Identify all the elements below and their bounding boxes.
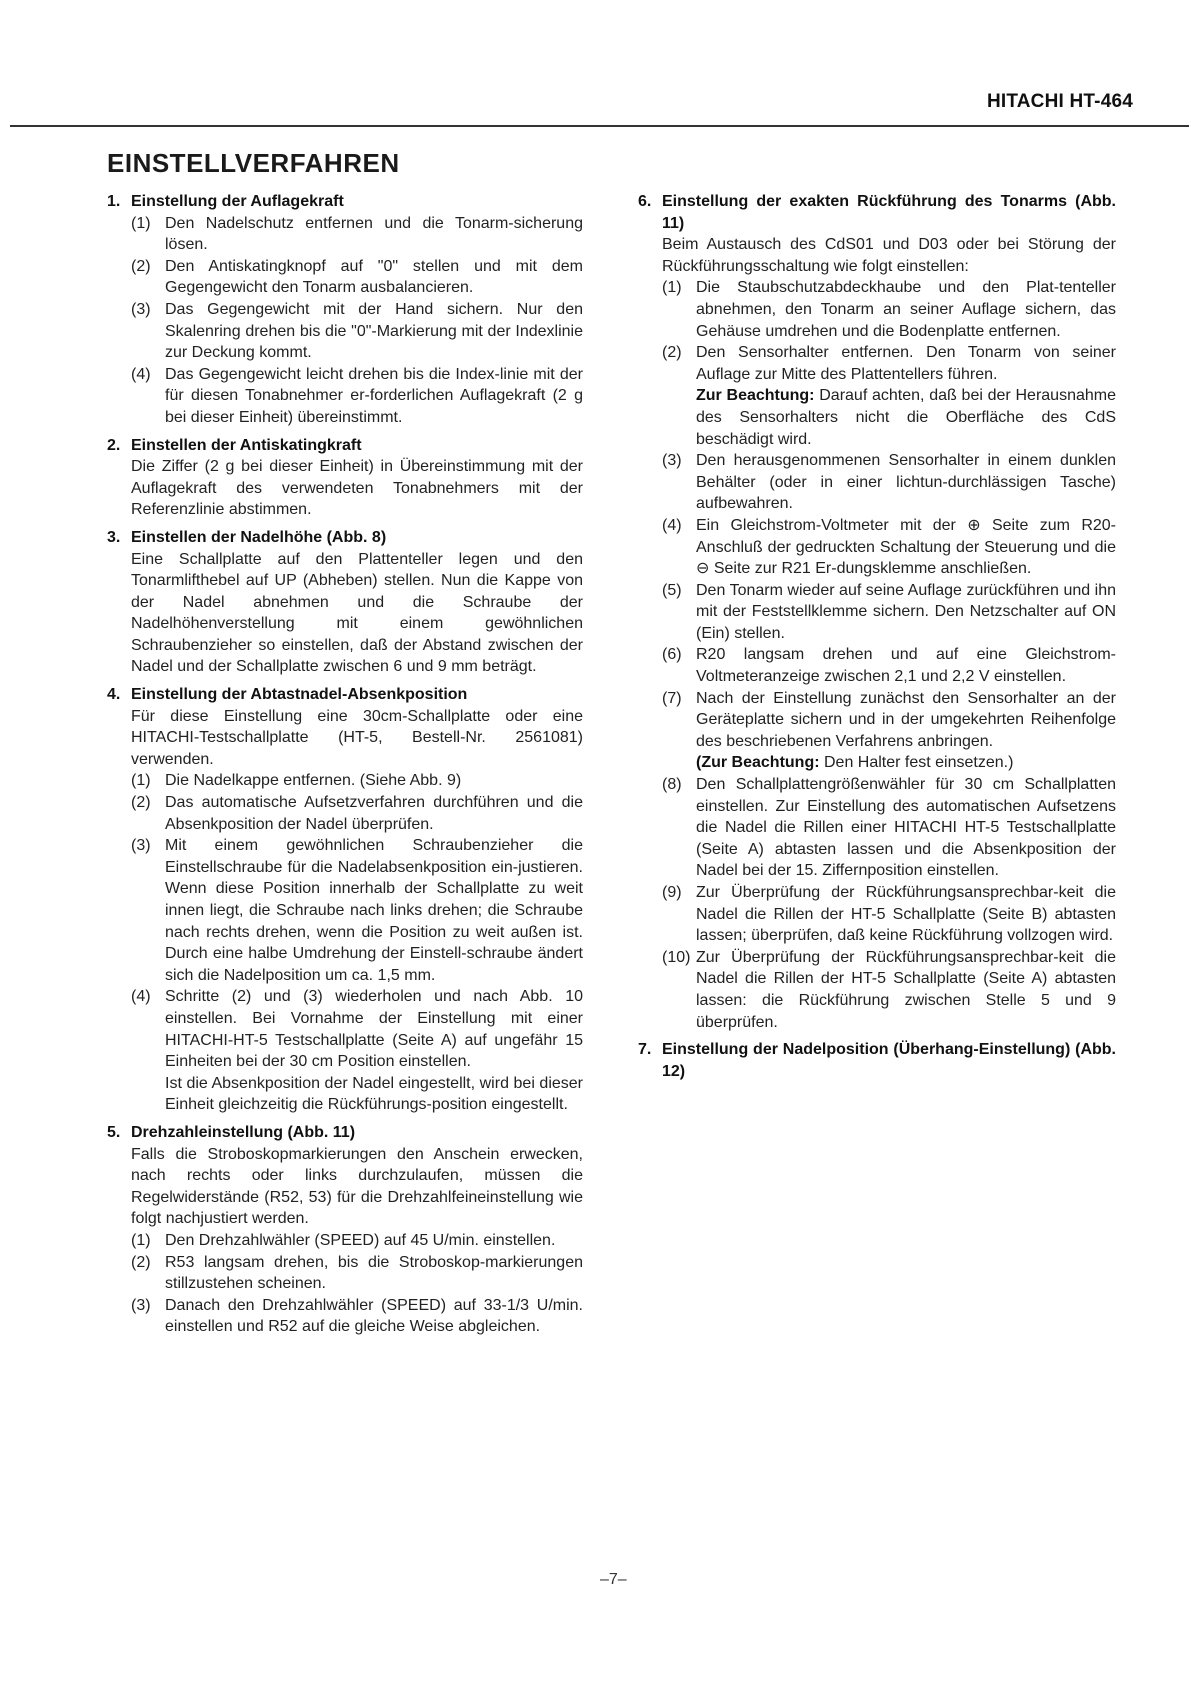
item-body xyxy=(696,688,1116,774)
item-body xyxy=(696,882,1116,947)
item-label: (3) xyxy=(131,300,151,318)
item-text: Den Tonarm wieder auf seine Auflage zurückführen und ihn mit der Feststellklemme sichern. Den Netzschalter auf ON (Ein) stellen. xyxy=(696,581,1116,642)
document-header-model: HITACHI HT-464 xyxy=(986,91,1133,112)
item-label: (2) xyxy=(662,344,682,362)
list-item xyxy=(662,947,1116,1033)
list-item xyxy=(662,688,1116,774)
list-item xyxy=(662,342,1116,450)
item-label: (2) xyxy=(131,257,151,275)
section-number: 2. xyxy=(107,436,121,454)
item-extra-text: Ist die Absenkposition der Nadel eingestellt, wird bei dieser Einheit gleichzeitig die Rückführungs-position eingestellt. xyxy=(165,1074,583,1114)
item-label: (4) xyxy=(131,365,151,383)
section-paragraph: Falls die Stroboskopmarkierungen den Anschein erwecken, nach rechts oder links durchzulaufen, müssen die Regelwiderstände (R52, 53) für die Drehzahlfeineinstellung wie folgt nachjustiert werden. xyxy=(131,1145,583,1228)
item-body xyxy=(696,277,1116,342)
section-title: Einstellen der Antiskatingkraft xyxy=(131,436,362,454)
section-heading xyxy=(107,435,583,457)
item-text: Das Gegengewicht mit der Hand sichern. Nur den Skalenring drehen bis die "0"-Markierung mit der Indexlinie zur Deckung kommt. xyxy=(165,300,583,362)
page-title: EINSTELLVERFAHREN xyxy=(107,148,400,178)
item-text: Zur Überprüfung der Rückführungsansprechbar-keit die Nadel die Rillen der HT-5 Schallplatte (Seite B) abtasten lassen; überprüfen, daß keine Rückführung vollzogen wird. xyxy=(696,884,1116,945)
item-text: Das Gegengewicht leicht drehen bis die Index-linie mit der für diesen Tonabnehmer er-forderlichen Auflagekraft (2 g bei dieser Einheit) übereinstimmt. xyxy=(165,365,583,426)
section-title: Einstellung der Auflagekraft xyxy=(131,193,344,210)
section-heading xyxy=(638,1039,1116,1082)
left-column xyxy=(107,191,583,1344)
item-body xyxy=(165,986,583,1116)
section-heading xyxy=(107,1122,583,1144)
section-number: 5. xyxy=(107,1123,121,1141)
item-label: (2) xyxy=(131,1253,151,1271)
item-label: (3) xyxy=(131,837,151,855)
item-text: Nach der Einstellung zunächst den Sensorhalter an der Geräteplatte sichern und in der umgekehrten Reihenfolge des beschriebenen Verfahrens anbringen. xyxy=(696,689,1116,750)
item-text: Den Drehzahlwähler (SPEED) auf 45 U/min. einstellen. xyxy=(165,1231,556,1249)
section xyxy=(107,684,583,1116)
list-item xyxy=(662,882,1116,947)
section-number: 4. xyxy=(107,686,121,704)
item-text: Mit einem gewöhnlichen Schraubenzieher die Einstellschraube für die Nadelabsenkposition ein-justieren. Wenn diese Position innerhalb der Schallplatte zu weit innen liegt, die Schraube nach links drehen; die Schraube nach rechts drehen, wenn die Position zu weit außen ist. Durch eine halbe Umdrehung der Einstell-schraube ändert sich die Nadelposition um ca. 1,5 mm. xyxy=(165,837,583,984)
list-item xyxy=(131,770,583,792)
section-number: 3. xyxy=(107,528,121,546)
item-body xyxy=(165,792,583,835)
item-body xyxy=(165,213,583,256)
right-column xyxy=(638,191,1116,1088)
item-body xyxy=(165,299,583,364)
note-text: Den Halter fest einsetzen.) xyxy=(819,754,1014,772)
section xyxy=(107,191,583,429)
item-body xyxy=(696,342,1116,450)
item-text: R20 langsam drehen und auf eine Gleichstrom-Voltmeteranzeige zwischen 2,1 und 2,2 V einstellen. xyxy=(696,646,1116,686)
item-body xyxy=(165,1252,583,1295)
item-label: (10) xyxy=(662,948,691,966)
section-title: Einstellung der Nadelposition (Überhang-Einstellung) (Abb. 12) xyxy=(662,1041,1116,1080)
item-body xyxy=(696,774,1116,882)
item-label: (3) xyxy=(662,452,682,470)
section-number: 6. xyxy=(638,193,652,210)
item-label: (1) xyxy=(131,214,151,232)
item-body xyxy=(165,770,583,792)
section-paragraph: Für diese Einstellung eine 30cm-Schallplatte oder eine HITACHI-Testschallplatte (HT-5, Bestell-Nr. 2561081) verwenden. xyxy=(131,707,583,768)
list-item xyxy=(131,1252,583,1295)
item-body xyxy=(165,364,583,429)
item-label: (6) xyxy=(662,646,682,664)
item-body xyxy=(165,835,583,986)
item-text: Ein Gleichstrom-Voltmeter mit der ⊕ Seite zum R20-Anschluß der gedruckten Schaltung der Steuerung und die ⊖ Seite zur R21 Er-dungsklemme anschließen. xyxy=(696,516,1116,578)
item-text: Den Schallplattengrößenwähler für 30 cm Schallplatten einstellen. Zur Einstellung des automatischen Aufsetzens die Nadel die Rillen einer HITACHI HT-5 Testschallplatte (Seite A) abtasten lassen und die Absenkposition der Nadel bei der 15. Ziffernposition einstellen. xyxy=(696,776,1116,880)
section-paragraph: Eine Schallplatte auf den Plattenteller legen und den Tonarmlifthebel auf UP (Abheben) stellen. Nun die Kappe von der Nadel abnehmen und die Schraube der Nadelhöhenverstellung mit einem gewöhnlichen Schraubenzieher so einstellen, daß der Abstand zwischen der Nadel und der Schallplatte zwischen 6 und 9 mm beträgt. xyxy=(131,550,583,676)
list-item xyxy=(131,256,583,299)
item-body xyxy=(696,947,1116,1033)
header-rule xyxy=(10,125,1189,127)
page-number: –7– xyxy=(600,1571,627,1588)
item-note xyxy=(696,385,1116,450)
item-text: Die Staubschutzabdeckhaube und den Plat-tenteller abnehmen, den Tonarm an seiner Auflage sichern, das Gehäuse umdrehen und die Bodenplatte entfernen. xyxy=(696,279,1116,340)
list-item xyxy=(131,792,583,835)
section-paragraph: Die Ziffer (2 g bei dieser Einheit) in Übereinstimmung mit der Auflagekraft des verwendeten Tonabnehmers mit der Referenzlinie abstimmen. xyxy=(131,458,583,519)
section xyxy=(107,527,583,678)
item-label: (1) xyxy=(131,1231,151,1249)
item-note xyxy=(696,752,1116,774)
section-title: Einstellung der Abtastnadel-Absenkposition xyxy=(131,686,468,704)
section xyxy=(638,191,1116,1033)
section-heading xyxy=(638,191,1116,234)
note-label: (Zur Beachtung: xyxy=(696,754,820,772)
item-label: (8) xyxy=(662,776,682,794)
list-item xyxy=(131,364,583,429)
list-item xyxy=(662,580,1116,645)
note-text: Darauf achten, daß bei der Herausnahme des Sensorhalters nicht die Oberfläche des CdS beschädigt wird. xyxy=(696,387,1116,448)
list-item xyxy=(131,986,583,1116)
list-item xyxy=(662,774,1116,882)
list-item xyxy=(662,450,1116,515)
section xyxy=(638,1039,1116,1082)
note-label: Zur Beachtung: xyxy=(696,387,815,405)
item-text: Zur Überprüfung der Rückführungsansprechbar-keit die Nadel die Rillen der HT-5 Schallplatte (Seite A) abtasten lassen: die Rückführung zwischen Stelle 5 und 9 überprüfen. xyxy=(696,948,1116,1031)
item-text: Die Nadelkappe entfernen. (Siehe Abb. 9) xyxy=(165,772,462,790)
item-body xyxy=(696,580,1116,645)
item-body xyxy=(165,1295,583,1338)
item-body xyxy=(165,256,583,299)
item-body xyxy=(696,644,1116,687)
item-text: Den Antiskatingknopf auf "0" stellen und mit dem Gegengewicht den Tonarm ausbalancieren. xyxy=(165,257,583,297)
item-label: (5) xyxy=(662,581,682,599)
item-text: Den Sensorhalter entfernen. Den Tonarm von seiner Auflage zur Mitte des Plattentellers führen. xyxy=(696,344,1116,383)
item-label: (3) xyxy=(131,1296,151,1314)
item-label: (9) xyxy=(662,884,682,901)
item-text: Den herausgenommenen Sensorhalter in einem dunklen Behälter (oder in einer lichtun-durchlässigen Tasche) aufbewahren. xyxy=(696,452,1116,513)
list-item xyxy=(131,299,583,364)
section xyxy=(107,1122,583,1338)
item-body xyxy=(696,515,1116,580)
list-item xyxy=(662,644,1116,687)
list-item xyxy=(131,1295,583,1338)
item-text: R53 langsam drehen, bis die Stroboskop-markierungen stillzustehen scheinen. xyxy=(165,1253,583,1293)
item-text: Danach den Drehzahlwähler (SPEED) auf 33-1/3 U/min. einstellen und R52 auf die gleiche Weise abgleichen. xyxy=(165,1296,583,1336)
section-title: Einstellen der Nadelhöhe (Abb. 8) xyxy=(131,528,387,546)
list-item xyxy=(131,1230,583,1252)
section-paragraph: Beim Austausch des CdS01 und D03 oder bei Störung der Rückführungsschaltung wie folgt einstellen: xyxy=(662,236,1116,275)
section-title: Drehzahleinstellung (Abb. 11) xyxy=(131,1123,356,1141)
item-label: (2) xyxy=(131,794,151,812)
item-body xyxy=(165,1230,583,1252)
item-label: (4) xyxy=(662,516,682,534)
list-item xyxy=(131,835,583,986)
list-item xyxy=(131,213,583,256)
section-number: 1. xyxy=(107,193,121,210)
section-heading xyxy=(107,527,583,549)
section-heading xyxy=(107,684,583,706)
item-label: (4) xyxy=(131,988,151,1006)
item-label: (1) xyxy=(131,772,151,790)
item-text: Den Nadelschutz entfernen und die Tonarm-sicherung lösen. xyxy=(165,214,583,254)
item-body xyxy=(696,450,1116,515)
item-text: Schritte (2) und (3) wiederholen und nach Abb. 10 einstellen. Bei Vornahme der Einstellung mit einer HITACHI-HT-5 Testschallplatte (Seite A) auf ungefähr 15 Einheiten bei der 30 cm Position einstellen. xyxy=(165,988,583,1071)
item-text: Das automatische Aufsetzverfahren durchführen und die Absenkposition der Nadel überprüfen. xyxy=(165,794,583,833)
list-item xyxy=(662,515,1116,580)
item-label: (7) xyxy=(662,689,682,707)
section xyxy=(107,435,583,521)
section-number: 7. xyxy=(638,1041,652,1059)
item-label: (1) xyxy=(662,279,682,297)
list-item xyxy=(662,277,1116,342)
section-heading xyxy=(107,191,583,213)
section-title: Einstellung der exakten Rückführung des Tonarms (Abb. 11) xyxy=(662,193,1116,232)
